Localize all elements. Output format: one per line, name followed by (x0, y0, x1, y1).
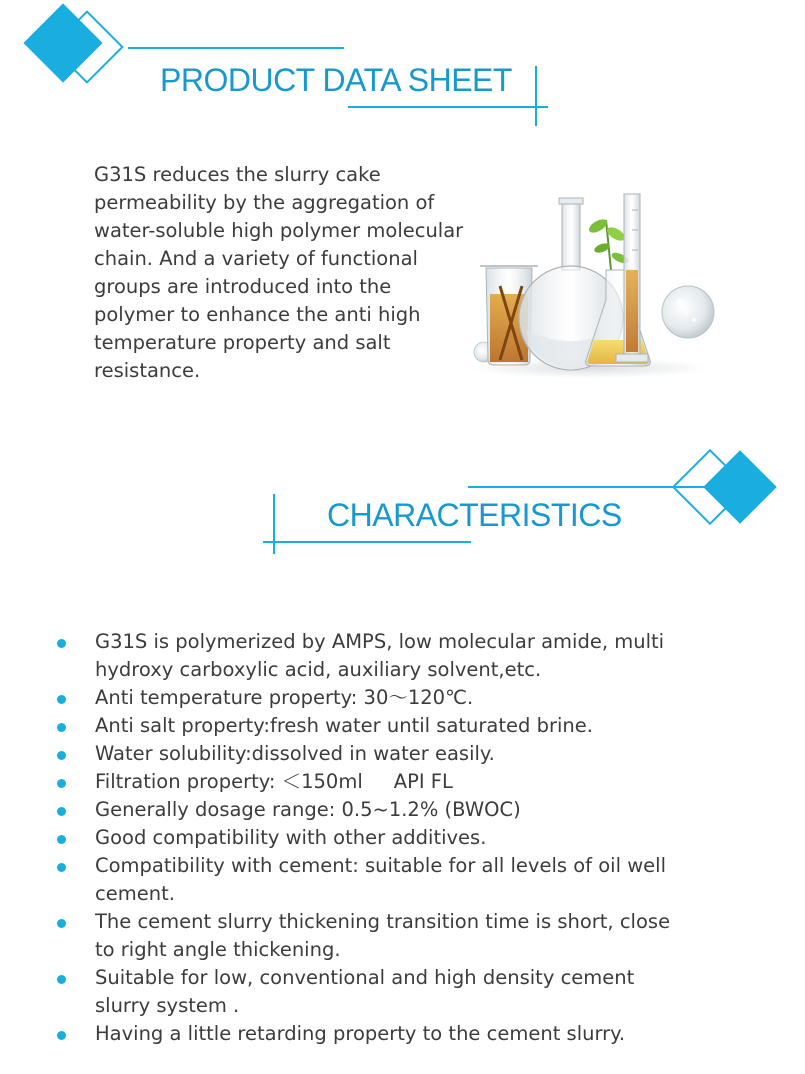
characteristics-header-bottom-line (263, 541, 471, 543)
lab-glassware-illustration (466, 190, 716, 380)
list-item (0, 768, 695, 796)
list-item-text: Anti salt property:fresh water until saturated brine. (95, 714, 593, 737)
list-item (0, 852, 695, 908)
list-item (0, 740, 695, 768)
list-item (0, 684, 695, 712)
list-item-text: Compatibility with cement: suitable for all levels of oil well cement. (95, 854, 666, 905)
bullet-dot-icon (57, 723, 66, 732)
product-header-vertical-line (535, 66, 537, 126)
bullet-dot-icon (57, 919, 66, 928)
list-item-text: Generally dosage range: 0.5~1.2% (BWOC) (95, 798, 521, 821)
list-item (0, 796, 695, 824)
product-header-bottom-line (348, 106, 548, 108)
characteristics-header-title: CHARACTERISTICS (327, 497, 622, 533)
list-item-text: Filtration property: ＜150ml API FL (95, 770, 453, 793)
bullet-dot-icon (57, 863, 66, 872)
product-description: G31S reduces the slurry cake permeability by the aggregation of water-soluble high polymer molecular chain. And a variety of functional groups are introduced into the polymer to enhance the anti high temperature property and salt resistance. (94, 163, 464, 382)
list-item-text: Anti temperature property: 30～120℃. (95, 686, 474, 709)
list-item-text: Suitable for low, conventional and high density cement slurry system . (95, 966, 635, 1017)
bullet-dot-icon (57, 751, 66, 760)
characteristics-list (0, 628, 805, 1048)
bullet-dot-icon (57, 1031, 66, 1040)
list-item (0, 1020, 695, 1048)
list-item (0, 964, 695, 1020)
bullet-dot-icon (57, 639, 66, 648)
list-item (0, 628, 695, 684)
bullet-dot-icon (57, 835, 66, 844)
bullet-dot-icon (57, 779, 66, 788)
bullet-dot-icon (57, 695, 66, 704)
list-item (0, 824, 695, 852)
bullet-dot-icon (57, 807, 66, 816)
list-item-text: Good compatibility with other additives. (95, 826, 487, 849)
product-header-top-line (128, 47, 344, 49)
bullet-dot-icon (57, 975, 66, 984)
list-item (0, 908, 695, 964)
list-item-text: Water solubility:dissolved in water easily. (95, 742, 495, 765)
list-item-text: Having a little retarding property to the cement slurry. (95, 1022, 626, 1045)
list-item-text: G31S is polymerized by AMPS, low molecular amide, multi hydroxy carboxylic acid, auxiliary solvent,etc. (95, 630, 665, 681)
list-item-text: The cement slurry thickening transition time is short, close to right angle thickening. (95, 910, 671, 961)
product-header-title: PRODUCT DATA SHEET (160, 62, 512, 98)
list-item (0, 712, 695, 740)
characteristics-header-vertical-line (273, 494, 275, 554)
